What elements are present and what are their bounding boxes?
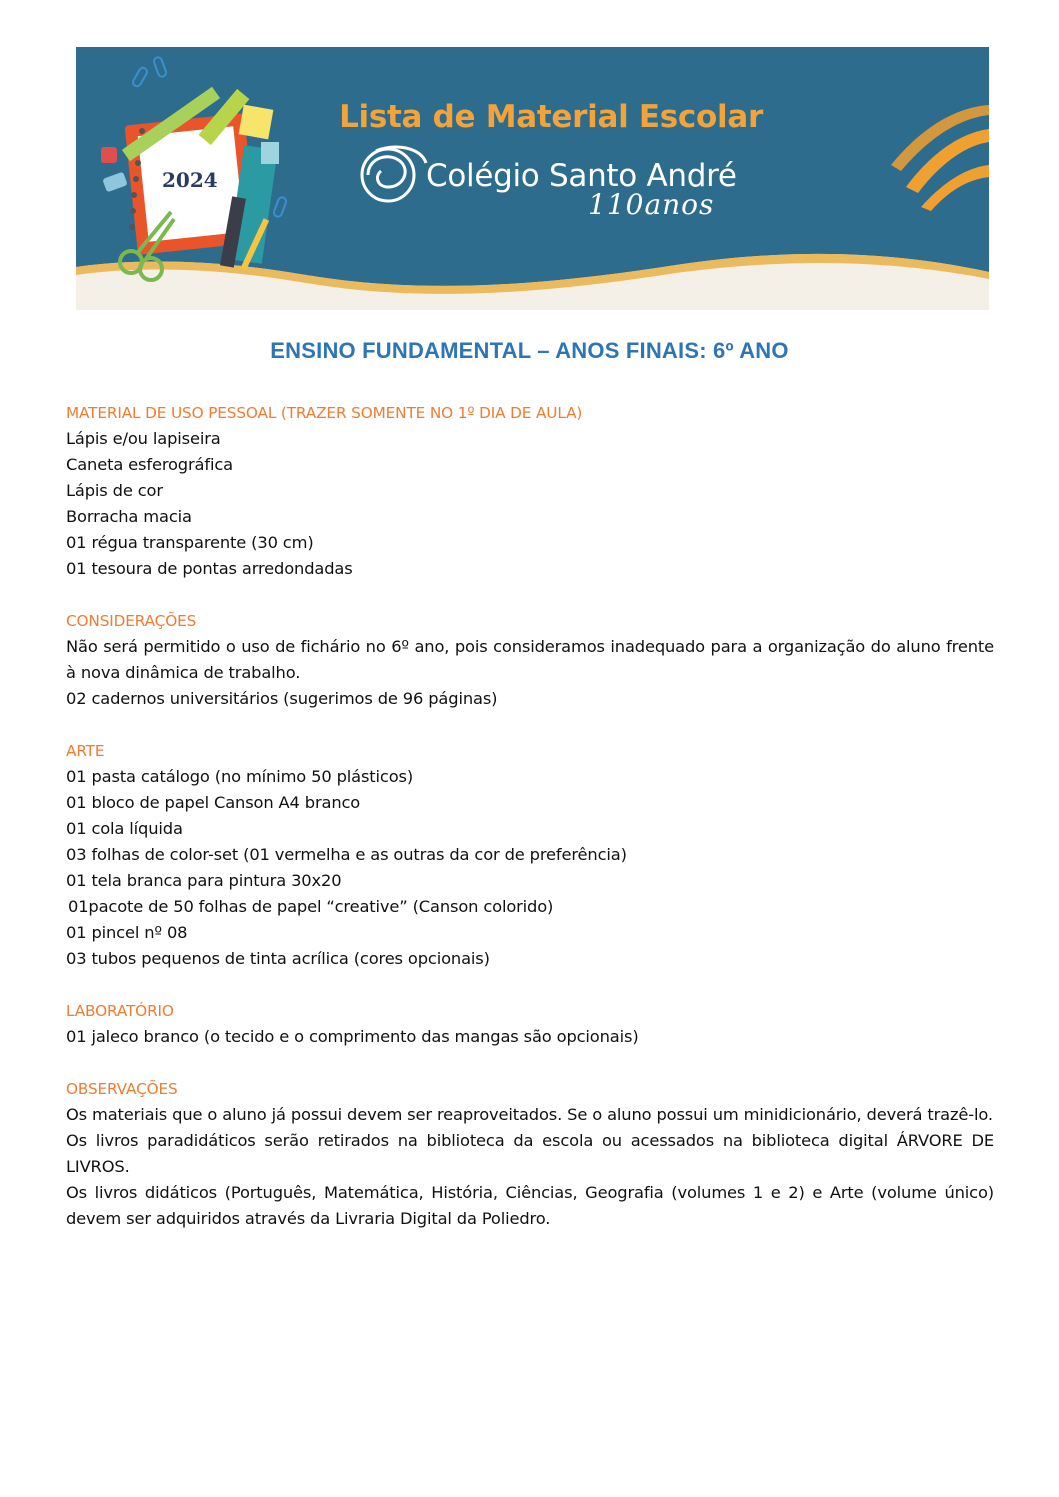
section-laboratory [66, 998, 994, 1050]
anniversary-text: 110anos [588, 188, 715, 221]
list-item: Lápis de cor [66, 481, 163, 500]
notebook-year: 2024 [162, 168, 218, 192]
list-item: 01 bloco de papel Canson A4 branco [66, 793, 361, 812]
list-item: 01pacote de 50 folhas de papel “creative” (Canson colorido) [68, 897, 554, 916]
section-title: LABORATÓRIO [66, 1002, 174, 1020]
header-banner [76, 47, 989, 310]
banner-title: Lista de Material Escolar [339, 99, 763, 135]
section-title: ARTE [66, 742, 105, 760]
document-body [66, 400, 994, 1258]
list-item: 01 pasta catálogo (no mínimo 50 plásticos) [66, 767, 414, 786]
paragraph: Os materiais que o aluno já possui devem ser reaproveitados. Se o aluno possui um minidicionário, deverá trazê-lo. [66, 1105, 993, 1124]
paragraph: Não será permitido o uso de fichário no 6º ano, pois consideramos inadequado para a organização do aluno frente à nova dinâmica de trabalho. [66, 637, 994, 682]
paragraph: Os livros paradidáticos serão retirados na biblioteca da escola ou acessados na biblioteca digital ÁRVORE DE LIVROS. [66, 1131, 994, 1176]
section-personal-material [66, 400, 994, 582]
sticky-note-icon [239, 105, 274, 140]
section-observations [66, 1076, 994, 1232]
paragraph: Os livros didáticos (Português, Matemática, História, Ciências, Geografia (volumes 1 e 2) e Arte (volume único) devem ser adquiridos através da Livraria Digital da Poliedro. [66, 1183, 994, 1228]
school-name: Colégio Santo André [426, 158, 737, 194]
list-item: 01 régua transparente (30 cm) [66, 533, 314, 552]
list-item: 03 tubos pequenos de tinta acrílica (cores opcionais) [66, 949, 490, 968]
list-item: 01 jaleco branco (o tecido e o comprimento das mangas são opcionais) [66, 1027, 639, 1046]
list-item: 01 tela branca para pintura 30x20 [66, 871, 342, 890]
list-item: Lápis e/ou lapiseira [66, 429, 221, 448]
list-item: 01 tesoura de pontas arredondadas [66, 559, 353, 578]
sticky-note-icon [261, 142, 279, 164]
page-title: ENSINO FUNDAMENTAL – ANOS FINAIS: 6º ANO [270, 338, 789, 363]
list-item: 03 folhas de color-set (01 vermelha e as outras da cor de preferência) [66, 845, 627, 864]
section-considerations [66, 608, 994, 712]
list-item: 01 cola líquida [66, 819, 183, 838]
section-art [66, 738, 994, 972]
list-item: 01 pincel nº 08 [66, 923, 188, 942]
section-title: CONSIDERAÇÕES [66, 612, 197, 630]
sharpener-icon [101, 147, 117, 163]
section-title: MATERIAL DE USO PESSOAL (TRAZER SOMENTE NO 1º DIA DE AULA) [66, 404, 583, 422]
list-item: Borracha macia [66, 507, 192, 526]
section-title: OBSERVAÇÕES [66, 1080, 178, 1098]
list-item: Caneta esferográfica [66, 455, 233, 474]
list-item: 02 cadernos universitários (sugerimos de 96 páginas) [66, 689, 498, 708]
